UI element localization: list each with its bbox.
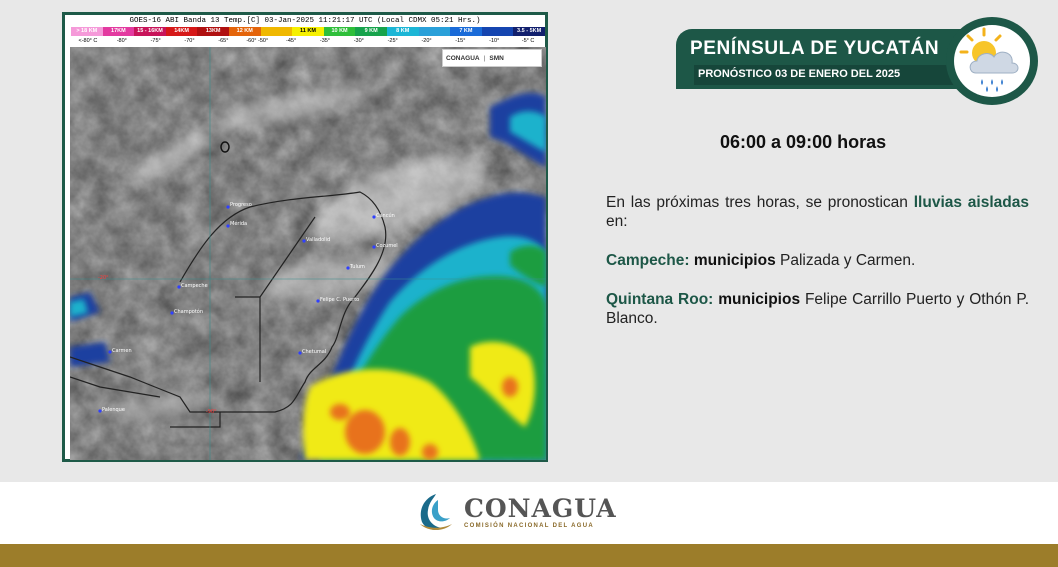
legend-swatch: 8 KM xyxy=(387,27,419,36)
longitude-label: -90° xyxy=(206,409,217,415)
temperature-tick: -5° C xyxy=(521,38,535,44)
state-name: Campeche: xyxy=(606,252,690,269)
place-label-merida: Mérida xyxy=(230,221,248,227)
temperature-tick: -20° xyxy=(421,38,432,44)
cloud-top-legend xyxy=(71,27,545,36)
legend-swatch: > 18 KM xyxy=(71,27,103,36)
temperature-tick: -30° xyxy=(353,38,364,44)
conagua-fullname: COMISIÓN NACIONAL DEL AGUA xyxy=(464,522,595,529)
intro-text: En las próximas tres horas, se pronostican xyxy=(606,194,908,211)
place-label-progreso: Progreso xyxy=(230,202,252,208)
place-label-chetumal: Chetumal xyxy=(302,349,327,355)
temperature-tick: -65° xyxy=(218,38,229,44)
temperature-tick: -60° -50° xyxy=(246,38,269,44)
legend-swatch: 3.5 - 5KM xyxy=(513,27,545,36)
temperature-tick: -15° xyxy=(455,38,466,44)
place-label-tulum: Tulum xyxy=(350,264,365,270)
temperature-tick: -45° xyxy=(286,38,297,44)
temperature-tick: -10° xyxy=(489,38,500,44)
place-label-campeche: Campeche xyxy=(181,283,208,289)
municipalities-list: Palizada y Carmen. xyxy=(780,252,916,269)
satellite-map xyxy=(70,47,546,460)
temperature-tick: -70° xyxy=(184,38,195,44)
legend-swatch xyxy=(419,27,451,36)
temperature-tick: <-80° C xyxy=(78,38,98,44)
place-label-cozumel: Cozumel xyxy=(376,243,398,249)
satellite-title: GOES-16 ABI Banda 13 Temp.[C] 03-Jan-2025 11:21:17 UTC (Local CDMX 05:21 Hrs.) xyxy=(129,17,481,25)
satellite-image-panel xyxy=(62,12,548,462)
legend-swatch: 9 KM xyxy=(355,27,387,36)
state-forecast-campeche xyxy=(606,251,1029,270)
state-name: Quintana Roo: xyxy=(606,291,714,308)
legend-swatch: 15 - 16KM xyxy=(134,27,166,36)
place-label-valladolid: Valladolid xyxy=(306,237,331,243)
state-forecast-quintana-roo xyxy=(606,290,1029,328)
legend-swatch: 13KM xyxy=(197,27,229,36)
conagua-emblem-icon xyxy=(414,490,458,534)
temperature-tick: -75° xyxy=(150,38,161,44)
temperature-tick: -25° xyxy=(387,38,398,44)
legend-swatch xyxy=(261,27,293,36)
region-title: PENÍNSULA DE YUCATÁN xyxy=(690,38,940,59)
conagua-small-logo: CONAGUA xyxy=(446,54,480,62)
forecast-intro xyxy=(606,193,1029,231)
latitude-label: -20° xyxy=(98,275,109,281)
rain-type: lluvias aisladas xyxy=(913,194,1029,211)
gold-footer-strip xyxy=(0,544,1058,567)
temperature-scale xyxy=(71,37,545,46)
satellite-imagery xyxy=(70,47,546,460)
smn-logo: SMN xyxy=(489,54,504,62)
legend-swatch: 10 KM xyxy=(324,27,356,36)
legend-swatch xyxy=(482,27,514,36)
place-label-felipe-carrillo-puerto: Felipe C. Puerto xyxy=(320,297,360,303)
legend-swatch: 7 KM xyxy=(450,27,482,36)
legend-swatch: 17KM xyxy=(103,27,135,36)
place-label-champoton: Champotón xyxy=(174,309,204,315)
legend-swatch: 11 KM xyxy=(292,27,324,36)
region-banner xyxy=(676,29,968,89)
place-label-carmen: Carmen xyxy=(112,348,132,354)
temperature-tick: -80° xyxy=(116,38,127,44)
temperature-tick: -35° xyxy=(319,38,331,44)
conagua-logo xyxy=(414,490,617,534)
footer xyxy=(0,482,1058,544)
municipalities-keyword: municipios xyxy=(718,291,801,308)
municipalities-list: Felipe Carrillo Puerto y Othón P. Blanco. xyxy=(606,291,1029,327)
time-range: 06:00 a 09:00 horas xyxy=(720,132,887,152)
weather-icon-badge xyxy=(946,17,1038,105)
intro-tail: en: xyxy=(606,213,628,230)
legend-swatch: 12 KM xyxy=(229,27,261,36)
sun-cloud-rain-icon xyxy=(954,25,1030,97)
municipalities-keyword: municipios xyxy=(693,252,776,269)
forecast-date: PRONÓSTICO 03 DE ENERO DEL 2025 xyxy=(698,68,901,80)
place-label-cancun: Cancún xyxy=(376,213,395,219)
satellite-logos: CONAGUA | SMN xyxy=(442,49,542,67)
conagua-name: CONAGUA xyxy=(464,493,617,523)
legend-swatch: 14KM xyxy=(166,27,198,36)
place-label-palenque: Palenque xyxy=(102,407,125,413)
